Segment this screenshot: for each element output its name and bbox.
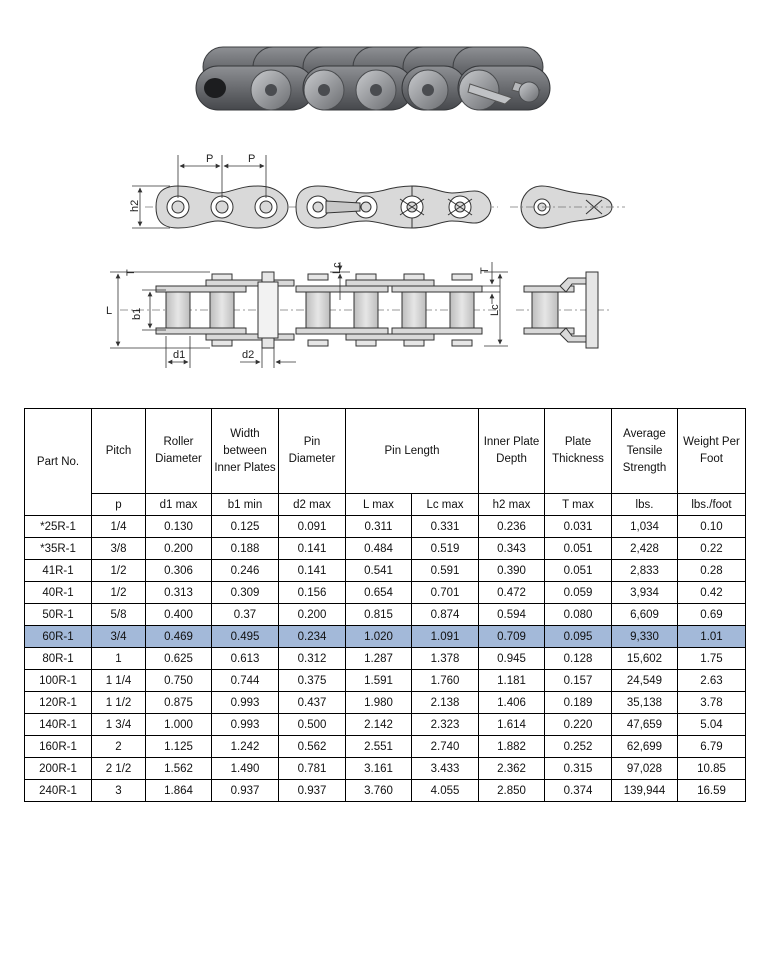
- table-cell: 2: [92, 736, 146, 758]
- table-cell: 0.42: [678, 582, 746, 604]
- table-cell: 1.864: [146, 780, 212, 802]
- subheader-lbs: lbs.: [612, 494, 678, 516]
- table-cell: 1.125: [146, 736, 212, 758]
- table-cell: 0.10: [678, 516, 746, 538]
- table-cell: 0.157: [545, 670, 612, 692]
- table-cell: 1.242: [212, 736, 279, 758]
- table-cell: 6.79: [678, 736, 746, 758]
- table-cell: 0.141: [279, 538, 346, 560]
- table-cell: 50R-1: [25, 604, 92, 626]
- header-width-between-inner-plates: Width between Inner Plates: [212, 409, 279, 494]
- table-cell: 0.059: [545, 582, 612, 604]
- table-row: [25, 670, 746, 692]
- header-part-no: Part No.: [25, 409, 92, 516]
- table-cell: 0.390: [479, 560, 545, 582]
- table-cell: 0.200: [279, 604, 346, 626]
- table-cell: 4.055: [412, 780, 479, 802]
- Lc-label: Lc: [489, 304, 501, 316]
- table-cell: 0.311: [346, 516, 412, 538]
- table-cell: 0.091: [279, 516, 346, 538]
- table-row: [25, 692, 746, 714]
- table-cell: 3/8: [92, 538, 146, 560]
- table-cell: 1.406: [479, 692, 545, 714]
- subheader-h2: h2 max: [479, 494, 545, 516]
- connecting-link-view: [516, 272, 612, 348]
- table-cell: 2.362: [479, 758, 545, 780]
- table-cell: 1.378: [412, 648, 479, 670]
- table-cell: 140R-1: [25, 714, 92, 736]
- table-cell: 0.709: [479, 626, 545, 648]
- table-cell: 0.613: [212, 648, 279, 670]
- table-cell: 200R-1: [25, 758, 92, 780]
- table-cell: 10.85: [678, 758, 746, 780]
- table-cell: 1 1/4: [92, 670, 146, 692]
- table-cell: 0.130: [146, 516, 212, 538]
- table-cell: 3.161: [346, 758, 412, 780]
- table-cell: 0.312: [279, 648, 346, 670]
- header-inner-plate-depth: Inner Plate Depth: [479, 409, 545, 494]
- table-cell: 0.128: [545, 648, 612, 670]
- table-cell: 0.331: [412, 516, 479, 538]
- subheader-d1: d1 max: [146, 494, 212, 516]
- table-cell: 1.760: [412, 670, 479, 692]
- table-cell: 0.375: [279, 670, 346, 692]
- table-cell: 1.020: [346, 626, 412, 648]
- table-cell: 0.220: [545, 714, 612, 736]
- header-pin-diameter: Pin Diameter: [279, 409, 346, 494]
- table-cell: 0.701: [412, 582, 479, 604]
- table-cell: 0.875: [146, 692, 212, 714]
- table-cell: 6,609: [612, 604, 678, 626]
- table-cell: 139,944: [612, 780, 678, 802]
- table-cell: 1.75: [678, 648, 746, 670]
- table-cell: 2.138: [412, 692, 479, 714]
- table-cell: 1/4: [92, 516, 146, 538]
- table-cell: 0.472: [479, 582, 545, 604]
- d1-label: d1: [173, 349, 186, 361]
- table-cell: 0.945: [479, 648, 545, 670]
- T-label: T: [125, 269, 137, 276]
- table-row: [25, 538, 746, 560]
- table-cell: 97,028: [612, 758, 678, 780]
- table-cell: 3.433: [412, 758, 479, 780]
- T-label: T: [479, 267, 491, 274]
- table-cell: 0.750: [146, 670, 212, 692]
- table-cell: 0.252: [545, 736, 612, 758]
- table-cell: 120R-1: [25, 692, 92, 714]
- b1-label: b1: [131, 307, 143, 320]
- Lc-label: Lc: [331, 262, 343, 274]
- chain-spec-table: [24, 408, 746, 802]
- table-cell: 0.937: [279, 780, 346, 802]
- table-cell: 0.469: [146, 626, 212, 648]
- table-cell: 1 3/4: [92, 714, 146, 736]
- table-row: [25, 582, 746, 604]
- header-pitch: Pitch: [92, 409, 146, 494]
- table-cell: 0.993: [212, 714, 279, 736]
- table-cell: 3: [92, 780, 146, 802]
- table-cell: 1.181: [479, 670, 545, 692]
- table-cell: 5.04: [678, 714, 746, 736]
- table-cell: 0.156: [279, 582, 346, 604]
- table-cell: 2.740: [412, 736, 479, 758]
- table-cell: 2.63: [678, 670, 746, 692]
- header-average-tensile-strength: Average Tensile Strength: [612, 409, 678, 494]
- h2-label: h2: [129, 199, 141, 212]
- table-cell: 0.188: [212, 538, 279, 560]
- table-cell: 35,138: [612, 692, 678, 714]
- table-body: [25, 516, 746, 802]
- table-cell: 1.882: [479, 736, 545, 758]
- table-cell: 2 1/2: [92, 758, 146, 780]
- table-cell: 1.091: [412, 626, 479, 648]
- table-row: [25, 780, 746, 802]
- table-cell: 5/8: [92, 604, 146, 626]
- table-cell: 1/2: [92, 560, 146, 582]
- table-row: [25, 604, 746, 626]
- table-row: [25, 758, 746, 780]
- table-cell: 3/4: [92, 626, 146, 648]
- table-cell: 1.614: [479, 714, 545, 736]
- table-cell: 1: [92, 648, 146, 670]
- table-cell: 0.400: [146, 604, 212, 626]
- table-cell: 0.744: [212, 670, 279, 692]
- table-cell: 0.937: [212, 780, 279, 802]
- table-cell: *25R-1: [25, 516, 92, 538]
- table-cell: 2.850: [479, 780, 545, 802]
- table-cell: 1,034: [612, 516, 678, 538]
- table-cell: 1.01: [678, 626, 746, 648]
- header-weight-per-foot: Weight Per Foot: [678, 409, 746, 494]
- subheader-lbs-per-foot: lbs./foot: [678, 494, 746, 516]
- chain-end-view: [510, 186, 625, 228]
- table-cell: 2.142: [346, 714, 412, 736]
- header-roller-diameter: Roller Diameter: [146, 409, 212, 494]
- table-cell: 0.594: [479, 604, 545, 626]
- d2-label: d2: [242, 349, 255, 361]
- table-cell: 0.095: [545, 626, 612, 648]
- table-cell: 3.760: [346, 780, 412, 802]
- table-cell: 15,602: [612, 648, 678, 670]
- table-cell: 0.051: [545, 538, 612, 560]
- table-cell: 2.551: [346, 736, 412, 758]
- table-cell: 1.287: [346, 648, 412, 670]
- table-cell: 0.189: [545, 692, 612, 714]
- header-plate-thickness: Plate Thickness: [545, 409, 612, 494]
- table-cell: 0.313: [146, 582, 212, 604]
- subheader-L: L max: [346, 494, 412, 516]
- table-cell: 0.309: [212, 582, 279, 604]
- table-cell: 47,659: [612, 714, 678, 736]
- table-cell: 0.625: [146, 648, 212, 670]
- table-cell: 0.051: [545, 560, 612, 582]
- table-cell: 0.69: [678, 604, 746, 626]
- table-cell: 1 1/2: [92, 692, 146, 714]
- table-cell: 1.591: [346, 670, 412, 692]
- table-row: [25, 714, 746, 736]
- table-cell: 0.495: [212, 626, 279, 648]
- table-cell: 1/2: [92, 582, 146, 604]
- table-cell: 3.78: [678, 692, 746, 714]
- table-row: [25, 626, 746, 648]
- table-cell: 62,699: [612, 736, 678, 758]
- table-cell: 0.141: [279, 560, 346, 582]
- table-cell: 1.562: [146, 758, 212, 780]
- roller-chain-figure: [0, 0, 768, 400]
- table-cell: 0.654: [346, 582, 412, 604]
- table-cell: 0.484: [346, 538, 412, 560]
- table-cell: 0.236: [479, 516, 545, 538]
- table-cell: 0.315: [545, 758, 612, 780]
- L-label: L: [106, 305, 113, 317]
- table-cell: 0.306: [146, 560, 212, 582]
- table-cell: 160R-1: [25, 736, 92, 758]
- table-cell: 0.246: [212, 560, 279, 582]
- table-cell: 1.490: [212, 758, 279, 780]
- subheader-Lc: Lc max: [412, 494, 479, 516]
- table-cell: 0.815: [346, 604, 412, 626]
- table-cell: 0.080: [545, 604, 612, 626]
- subheader-pitch: p: [92, 494, 146, 516]
- table-cell: 1.000: [146, 714, 212, 736]
- table-row: [25, 560, 746, 582]
- table-cell: 0.781: [279, 758, 346, 780]
- table-cell: *35R-1: [25, 538, 92, 560]
- table-cell: 0.500: [279, 714, 346, 736]
- table-cell: 0.993: [212, 692, 279, 714]
- chain-side-view: [132, 155, 498, 228]
- table-cell: 2.323: [412, 714, 479, 736]
- table-cell: 0.874: [412, 604, 479, 626]
- table-cell: 0.562: [279, 736, 346, 758]
- table-cell: 1.980: [346, 692, 412, 714]
- table-cell: 80R-1: [25, 648, 92, 670]
- table-cell: 100R-1: [25, 670, 92, 692]
- pitch-label: P: [206, 153, 214, 165]
- table-cell: 0.22: [678, 538, 746, 560]
- table-cell: 40R-1: [25, 582, 92, 604]
- header-pin-length: Pin Length: [346, 409, 479, 494]
- table-row: [25, 648, 746, 670]
- table-cell: 9,330: [612, 626, 678, 648]
- table-cell: 0.437: [279, 692, 346, 714]
- table-row: [25, 736, 746, 758]
- table-row: [25, 516, 746, 538]
- table-cell: 0.28: [678, 560, 746, 582]
- subheader-d2: d2 max: [279, 494, 346, 516]
- table-cell: 240R-1: [25, 780, 92, 802]
- table-cell: 24,549: [612, 670, 678, 692]
- table-cell: 0.125: [212, 516, 279, 538]
- pitch-label: P: [248, 153, 256, 165]
- table-cell: 2,428: [612, 538, 678, 560]
- table-cell: 0.591: [412, 560, 479, 582]
- chain-top-view: [110, 262, 508, 368]
- subheader-T: T max: [545, 494, 612, 516]
- table-cell: 0.234: [279, 626, 346, 648]
- table-cell: 0.031: [545, 516, 612, 538]
- table-cell: 0.374: [545, 780, 612, 802]
- table-cell: 0.519: [412, 538, 479, 560]
- table-cell: 16.59: [678, 780, 746, 802]
- table-cell: 60R-1: [25, 626, 92, 648]
- table-cell: 0.541: [346, 560, 412, 582]
- table-cell: 0.37: [212, 604, 279, 626]
- table-cell: 2,833: [612, 560, 678, 582]
- table-cell: 41R-1: [25, 560, 92, 582]
- table-cell: 0.343: [479, 538, 545, 560]
- subheader-b1: b1 min: [212, 494, 279, 516]
- table-cell: 0.200: [146, 538, 212, 560]
- table-cell: 3,934: [612, 582, 678, 604]
- chain-photo: [196, 47, 550, 110]
